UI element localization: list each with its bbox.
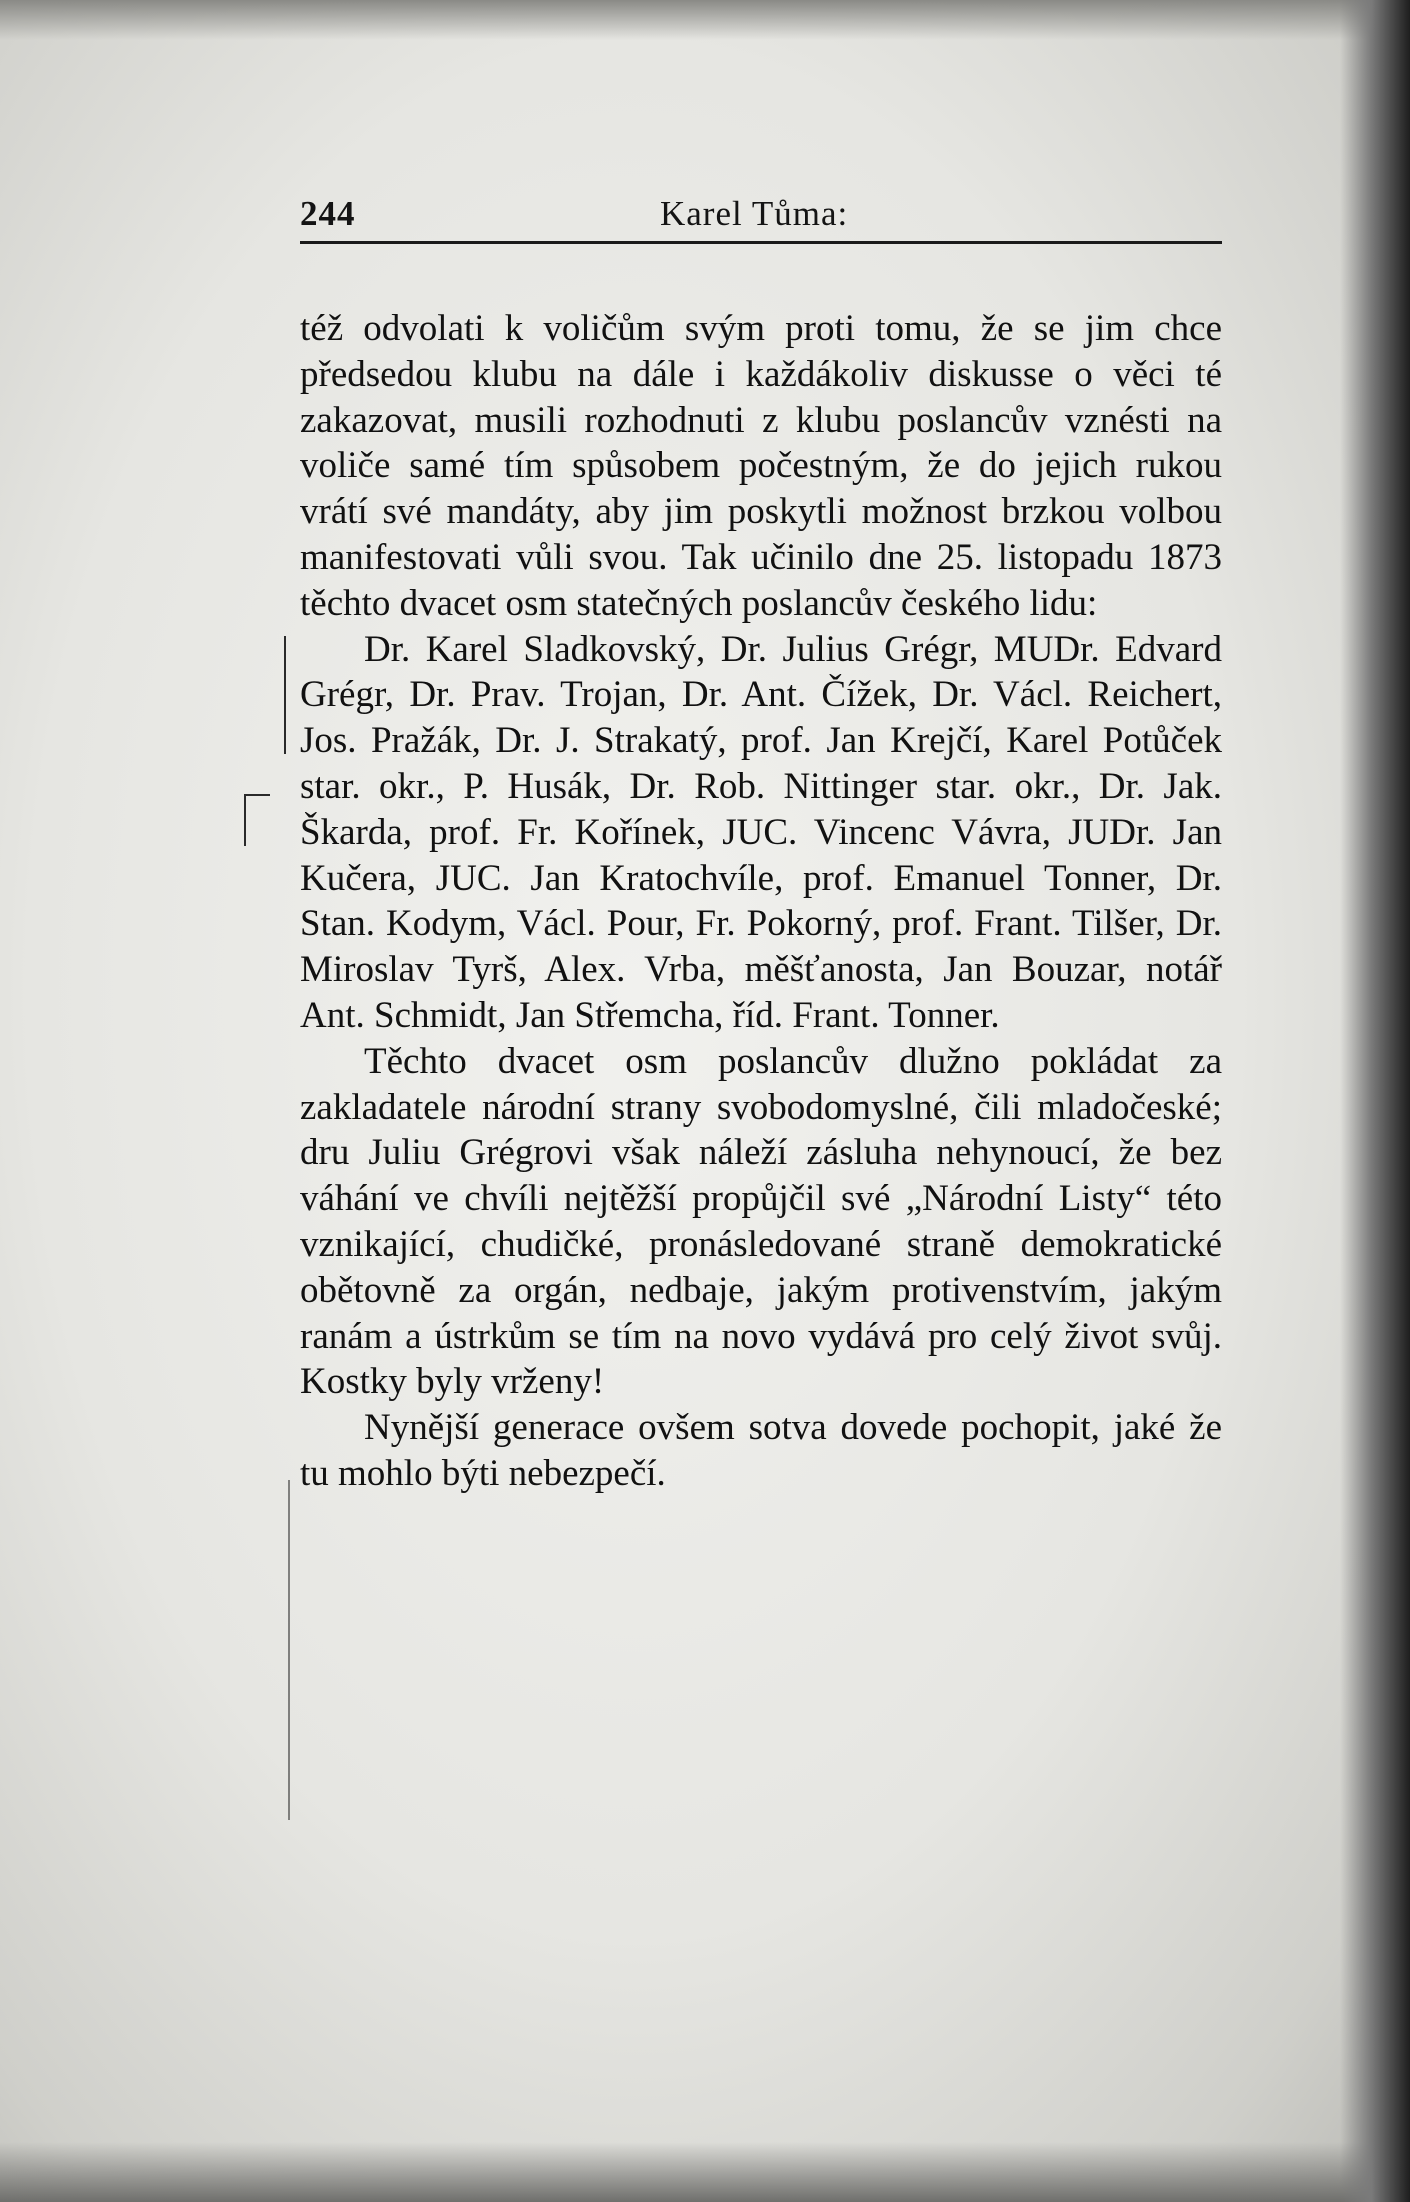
pencil-mark-bracket-lower-stem xyxy=(244,794,246,846)
body-text xyxy=(300,306,1222,1497)
paragraph: též odvolati k voličům svým proti tomu, že se jim chce předsedou klubu na dále i každákoliv diskusse o věci té zakazovat, musili rozhodnuti z klubu poslancův vznésti na voliče samé tím spůsobem počestným, že do jejich rukou vrátí své mandáty, aby jim poskytli možnost brzkou volbou manifestovati vůli svou. Tak učinilo dne 25. listopadu 1873 těchto dvacet osm statečných poslancův českého lidu: xyxy=(300,308,1222,624)
pencil-mark-bracket-upper xyxy=(284,636,286,754)
pencil-mark-bracket-bottom xyxy=(288,1480,290,1820)
page-header xyxy=(300,192,1222,242)
paragraph-deputies-list: Dr. Karel Sladkovský, Dr. Julius Grégr, MUDr. Edvard Grégr, Dr. Prav. Trojan, Dr. Ant. Čížek, Dr. Václ. Reichert, Jos. Pražák, Dr. J. Strakatý, prof. Jan Krejčí, Karel Potůček star. okr., P. Husák, Dr. Rob. Nittinger star. okr., Dr. Jak. Škarda, prof. Fr. Kořínek, JUC. Vincenc Vávra, JUDr. Jan Kučera, JUC. Jan Kratochvíle, prof. Emanuel Tonner, Dr. Stan. Kodym, Václ. Pour, Fr. Pokorný, prof. Frant. Tilšer, Dr. Miroslav Tyrš, Alex. Vrba, měšťanosta, Jan Bouzar, notář Ant. Schmidt, Jan Střemcha, říd. Frant. Tonner. xyxy=(300,628,1222,1036)
scan-shadow-top xyxy=(0,0,1410,40)
paragraph: Těchto dvacet osm poslancův dlužno pokládat za zakladatele národní strany svobodomyslné, čili mladočeské; dru Juliu Grégrovi však náleží zásluha nehynoucí, že bez váhání ve chvíli nejtěžší propůjčil své „Národní Listy“ této vznikající, chudičké, pronásledované straně demokratické obětovně za orgán, nedbaje, jakým protivenstvím, jakým ranám a ústrkům se tím na novo vydává pro celý život svůj. Kostky byly vrženy! xyxy=(300,1040,1222,1403)
pencil-mark-bracket-lower xyxy=(244,794,270,796)
header-rule xyxy=(300,241,1222,244)
running-head: Karel Tůma: xyxy=(660,194,849,233)
paragraph: Nynější generace ovšem sotva dovede pochopit, jaké že tu mohlo býti nebezpečí. xyxy=(300,1407,1222,1494)
book-spine-shadow xyxy=(1340,0,1410,2202)
scan-shadow-bottom xyxy=(0,2142,1410,2202)
page-number: 244 xyxy=(300,194,356,233)
